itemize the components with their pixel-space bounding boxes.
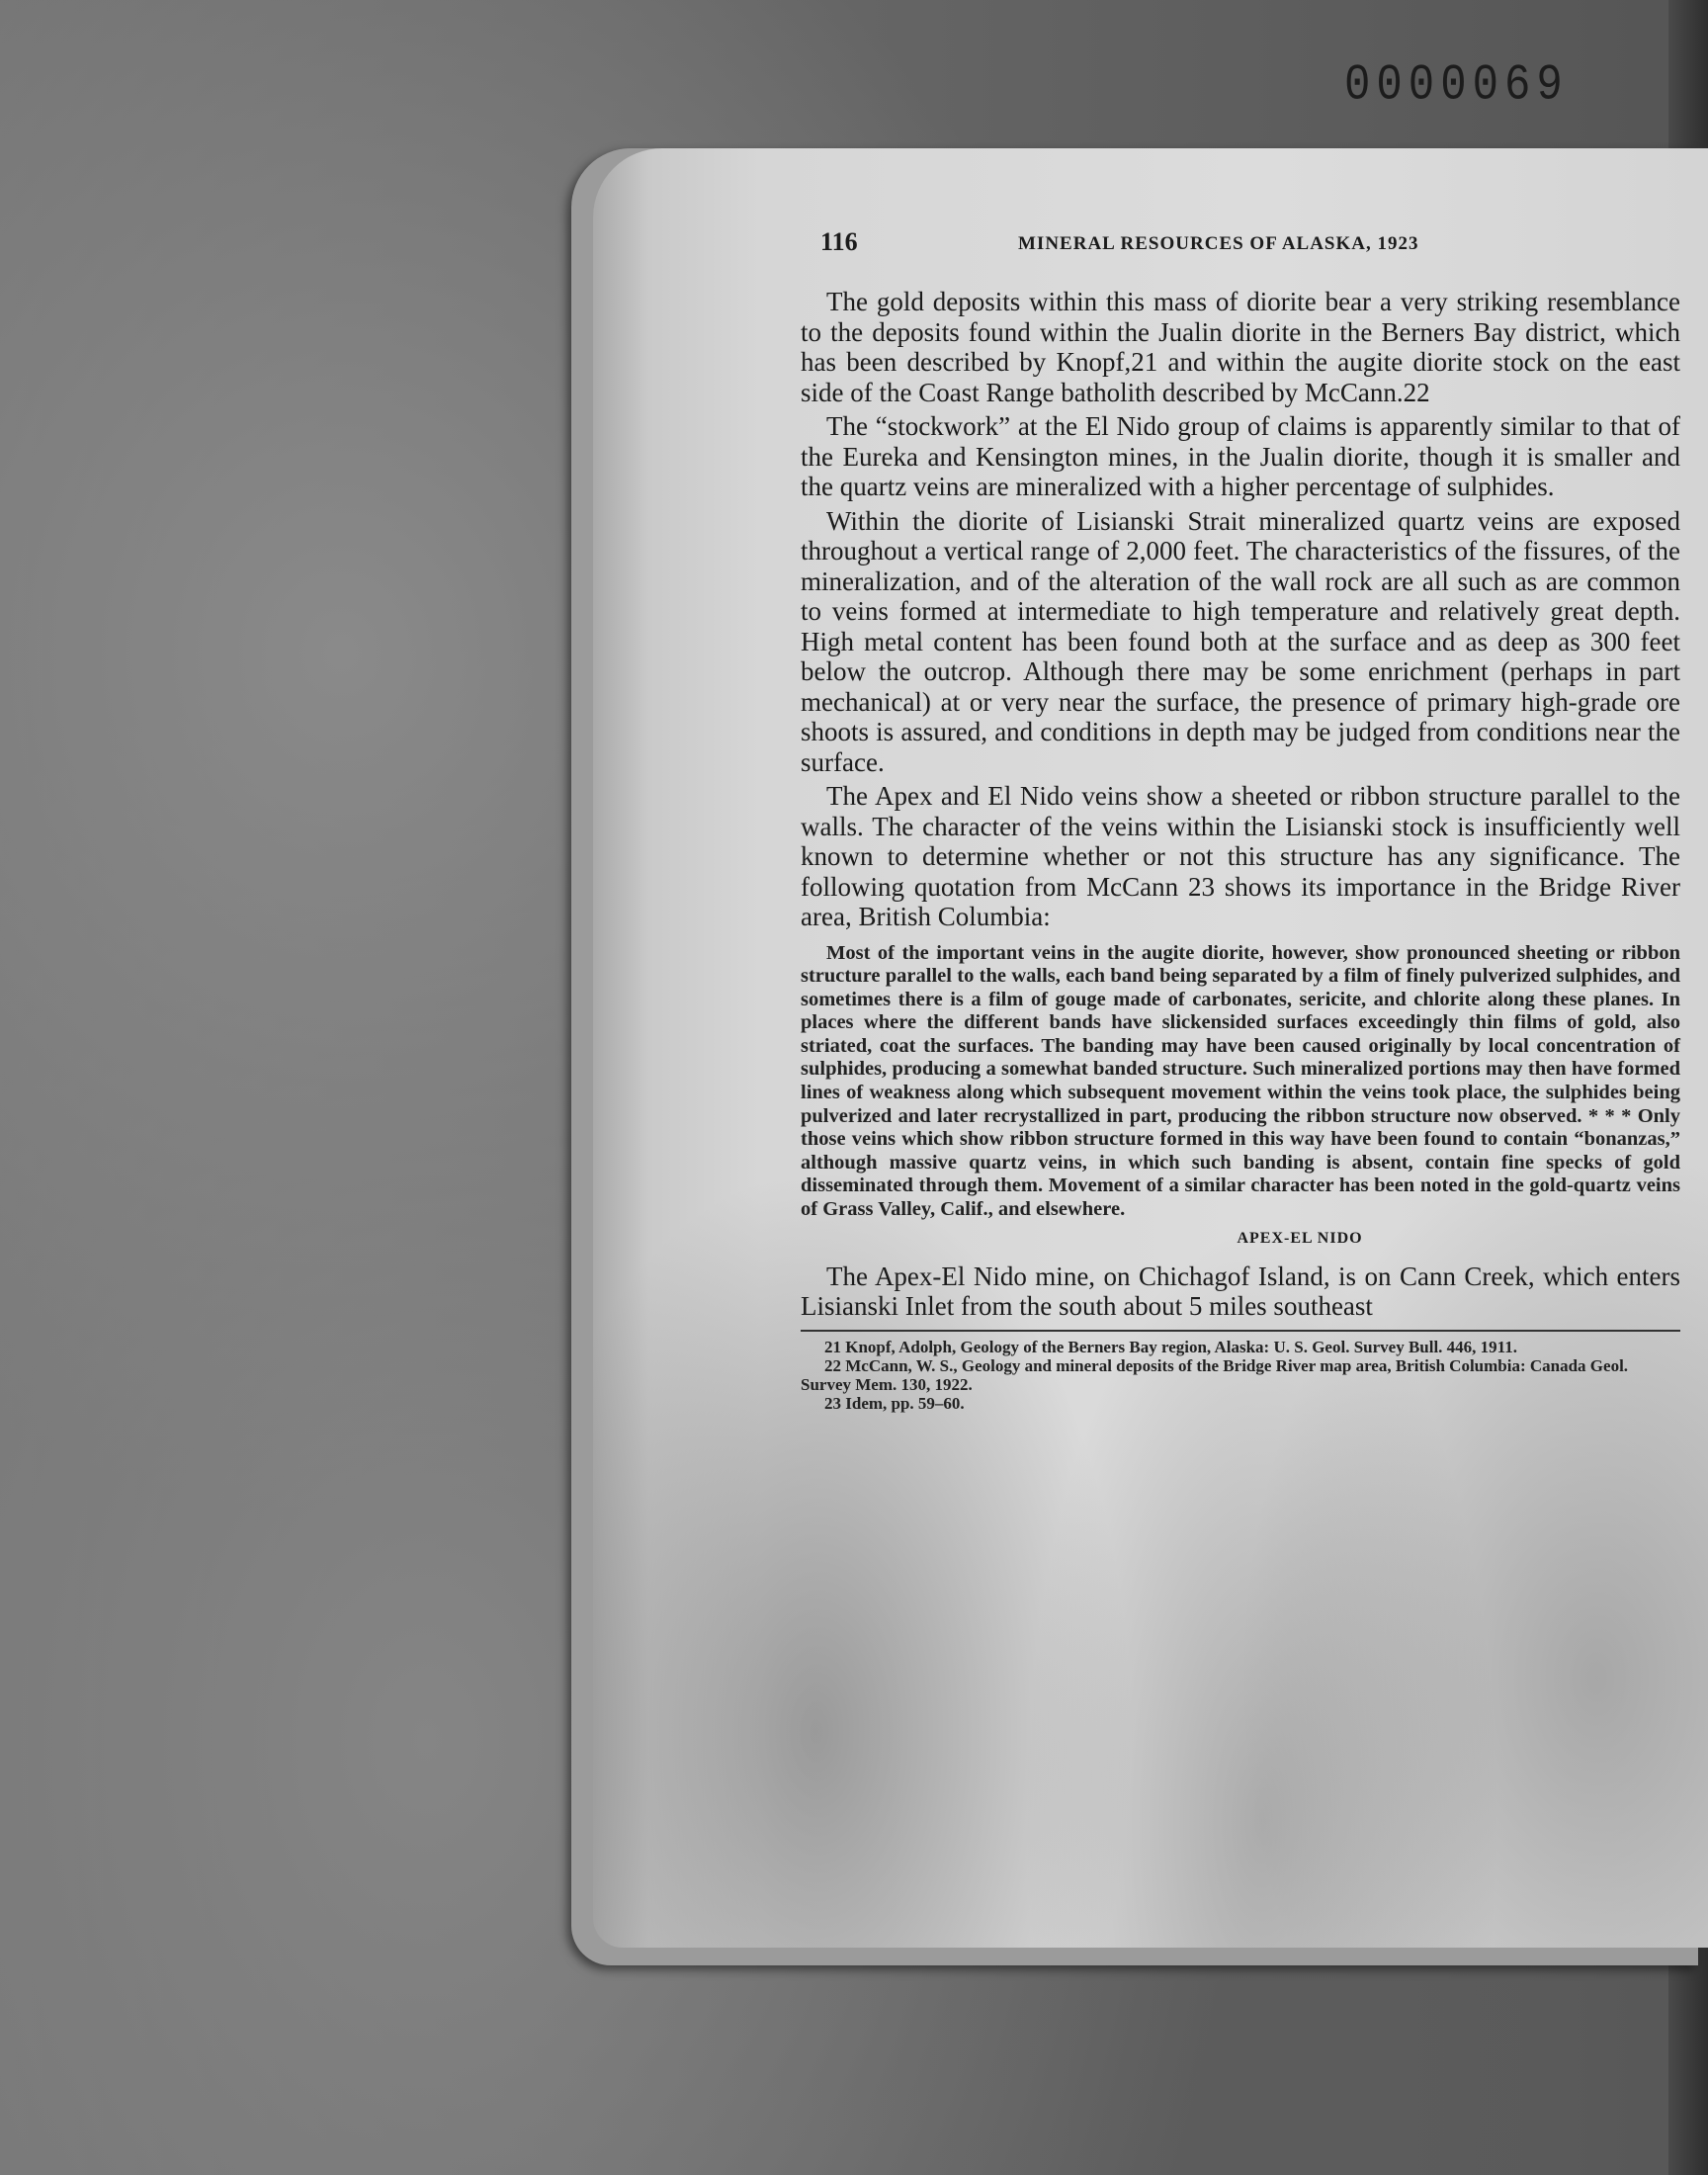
paragraph: Within the diorite of Lisianski Strait mineralized quartz veins are exposed throughout a vertical range of 2,000 feet. The characteristics of the fissures, of the mineralization, and of the alteration of the wall rock are all such as are common to veins formed at intermediate to high temperature and relatively great depth. High metal content has been found both at the surface and as deep as 300 feet below the outcrop. Although there may be some enrichment (perhaps in part mechanical) at or very near the surface, the presence of primary high-grade ore shoots is assured, and conditions in depth may be judged from conditions near the surface. bbox=[801, 505, 1680, 777]
paragraph: The “stockwork” at the El Nido group of claims is apparently similar to that of the Eureka and Kensington mines, in the Jualin diorite, though it is smaller and the quartz veins are mineralized with a higher percentage of sulphides. bbox=[801, 411, 1680, 501]
body-text bbox=[801, 287, 1680, 1413]
footnote: 21 Knopf, Adolph, Geology of the Berners Bay region, Alaska: U. S. Geol. Survey Bull. 446, 1911. bbox=[824, 1337, 1517, 1356]
page-number: 116 bbox=[820, 227, 858, 256]
running-head-title: MINERAL RESOURCES OF ALASKA, 1923 bbox=[1018, 233, 1419, 254]
paragraph: The Apex and El Nido veins show a sheeted or ribbon structure parallel to the walls. The character of the veins within the Lisianski stock is insufficiently well known to determine whether or not this structure has any significance. The following quotation from McCann 23 shows its importance in the Bridge River area, British Columbia: bbox=[801, 781, 1680, 931]
document-stamp-number: 0000069 bbox=[1344, 57, 1569, 115]
paragraph: The Apex-El Nido mine, on Chichagof Island, is on Cann Creek, which enters Lisianski Inlet from the south about 5 miles southeast bbox=[801, 1261, 1680, 1322]
book-page bbox=[593, 148, 1708, 1948]
paragraph: The gold deposits within this mass of diorite bear a very striking resemblance to the deposits found within the Jualin diorite in the Berners Bay district, which has been described by Knopf,21 and within the augite diorite stock on the east side of the Coast Range batholith described by McCann.22 bbox=[801, 287, 1680, 407]
section-heading: APEX-EL NIDO bbox=[1237, 1229, 1363, 1247]
block-quotation: Most of the important veins in the augite diorite, however, show pronounced sheeting or ribbon structure parallel to the walls, each band being separated by a film of finely pulverized sulphides, and sometimes there is a film of gouge made of carbonates, sericite, and chlorite along these planes. In places where the different bands have slickensided surfaces exceedingly thin films of gold, also striated, coat the surfaces. The banding may have been caused originally by local concentration of sulphides, producing a somewhat banded structure. Such mineralized portions may then have formed lines of weakness along which subsequent movement within the veins took place, the sulphides being pulverized and later recrystallized in part, producing the ribbon structure now observed. * * * Only those veins which show ribbon structure formed in this way have been found to contain “bonanzas,” although massive quartz veins, in which such banding is absent, contain fine specks of gold disseminated through them. Movement of a similar character has been noted in the gold-quartz veins of Grass Valley, Calif., and elsewhere. bbox=[801, 941, 1680, 1221]
footnote-divider bbox=[801, 1330, 1680, 1332]
running-head bbox=[801, 227, 1680, 267]
footnote: 22 McCann, W. S., Geology and mineral deposits of the Bridge River map area, British Columbia: Canada Geol. Survey Mem. 130, 1922. bbox=[801, 1355, 1629, 1394]
footnote: 23 Idem, pp. 59–60. bbox=[824, 1393, 965, 1413]
